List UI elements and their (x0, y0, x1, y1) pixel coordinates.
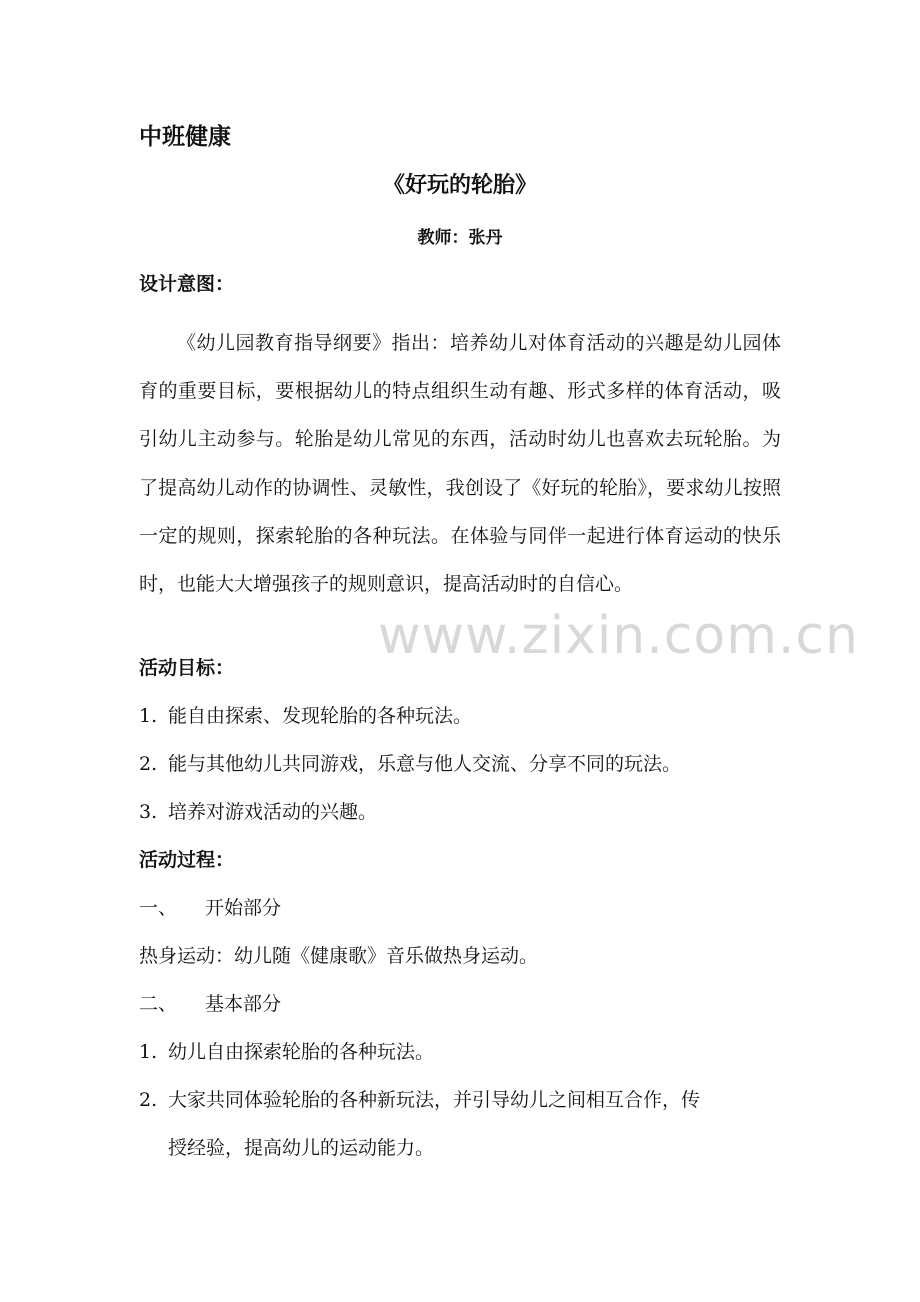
goal-text: 培养对游戏活动的兴趣。 (168, 801, 378, 823)
step-number: 2. (139, 1089, 158, 1111)
goal-item (139, 752, 681, 776)
goal-text: 能自由探索、发现轮胎的各种玩法。 (168, 705, 473, 727)
goal-item (139, 800, 377, 824)
goal-number: 2. (139, 753, 158, 775)
step-text: 幼儿自由探索轮胎的各种玩法。 (168, 1041, 435, 1063)
process-heading: 活动过程： (139, 849, 235, 871)
section-title: 基本部分 (205, 993, 282, 1015)
goal-number: 3. (139, 801, 158, 823)
step-item (139, 1040, 434, 1064)
step-text: 大家共同体验轮胎的各种新玩法，并引导幼儿之间相互合作，传 (168, 1089, 701, 1111)
watermark: www.zixin.com.cn (378, 606, 859, 666)
goal-text: 能与其他幼儿共同游戏，乐意与他人交流、分享不同的玩法。 (168, 753, 682, 775)
section-number: 二、 (139, 993, 178, 1015)
step-item (139, 1088, 700, 1112)
design-paragraph: 《幼儿园教育指导纲要》指出：培养幼儿对体育活动的兴趣是幼儿园体育的重要目标，要根据幼儿的特点组织生动有趣、形式多样的体育活动，吸引幼儿主动参与。轮胎是幼儿常见的东西，活动时幼儿也喜欢去玩轮胎。为了提高幼儿动作的协调性、灵敏性，我创设了《好玩的轮胎》，要求幼儿按照一定的规则，探索轮胎的各种玩法。在体验与同伴一起进行体育运动的快乐时，也能大大增强孩子的规则意识，提高活动时的自信心。 (139, 332, 781, 596)
section-heading (139, 992, 281, 1016)
goals-heading: 活动目标： (139, 657, 235, 679)
category-heading: 中班健康 (139, 124, 231, 150)
section-number: 一、 (139, 897, 178, 919)
warmup-text: 热身运动：幼儿随《健康歌》音乐做热身运动。 (139, 945, 539, 967)
step-number: 1. (139, 1041, 158, 1063)
document-title: 《好玩的轮胎》 (382, 173, 537, 198)
design-heading: 设计意图： (139, 273, 235, 295)
goal-item (139, 704, 472, 728)
step-continuation: 授经验，提高幼儿的运动能力。 (168, 1137, 435, 1159)
section-title: 开始部分 (205, 897, 282, 919)
goal-number: 1. (139, 705, 158, 727)
teacher-name: 教师：张丹 (417, 228, 503, 248)
section-heading (139, 896, 281, 920)
